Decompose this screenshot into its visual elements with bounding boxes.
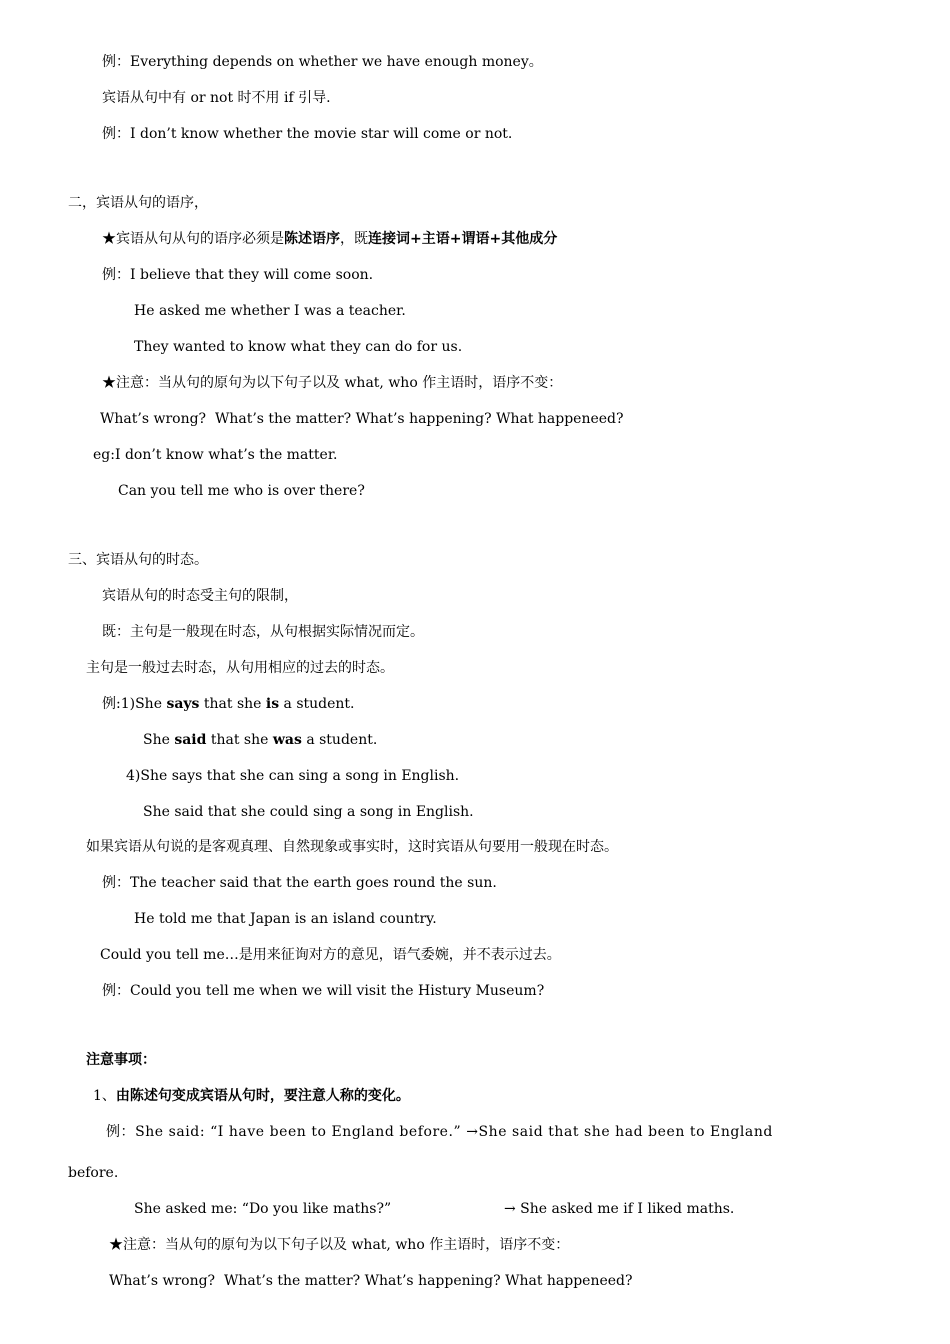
ex-part: a student. <box>301 732 378 748</box>
example-can-sing: 4)She says that she can sing a song in English. <box>126 768 460 784</box>
example-museum: 例：Could you tell me when we will visit the Histury Museum? <box>102 983 545 999</box>
example-been-to-england-cont: before. <box>68 1165 119 1181</box>
note-word-order: ★注意：当从句的原句为以下句子以及 what, who 作主语时，语序不变： <box>102 375 563 391</box>
item-number: 1、 <box>93 1088 116 1104</box>
example-says-is <box>102 694 355 714</box>
rule-or-not: 宾语从句中有 or not 时不用 if 引导. <box>102 90 331 106</box>
ex-bold-was: was <box>272 732 302 748</box>
notes-word-order-note: ★注意：当从句的原句为以下句子以及 what, who 作主语时，语序不变： <box>109 1237 570 1253</box>
tense-rule-1: 宾语从句的时态受主句的限制， <box>102 588 298 604</box>
ex-part: that she <box>206 732 273 748</box>
example-whether-money: 例：Everything depends on whether we have enough money。 <box>102 54 543 70</box>
example-japan-island: He told me that Japan is an island country. <box>134 911 437 927</box>
word-order-rule <box>102 229 557 249</box>
ex-bold-is: is <box>265 696 280 712</box>
truth-rule: 如果宾语从句说的是客观真理、自然现象或事实时，这时宾语从句要用一般现在时态。 <box>86 839 618 855</box>
rule-mid: ，既 <box>340 231 368 247</box>
example-whether-movie-star: 例：I don’t know whether the movie star will come or not. <box>102 126 513 142</box>
tense-rule-2: 既：主句是一般现在时态，从句根据实际情况而定。 <box>102 624 424 640</box>
example-asked-whether: He asked me whether I was a teacher. <box>134 303 406 319</box>
question-list: What’s wrong? What’s the matter? What’s happening? What happeneed? <box>100 411 624 427</box>
ex-part: 例:1)She <box>102 696 167 712</box>
rule-bold-statement-order: 陈述语序 <box>284 231 340 247</box>
ex-part: that she <box>199 696 266 712</box>
example-earth-round-sun: 例：The teacher said that the earth goes round the sun. <box>102 875 497 891</box>
notes-heading: 注意事项： <box>86 1052 156 1068</box>
could-you-tell-me-rule: Could you tell me…是用来征询对方的意见，语气委婉，并不表示过去。 <box>100 947 561 963</box>
notes-item-1 <box>93 1086 410 1106</box>
example-been-to-england: 例：She said: “I have been to England before.” →She said that she had been to England <box>106 1124 773 1140</box>
example-wanted-to-know: They wanted to know what they can do for us. <box>134 339 463 355</box>
ex-bold-said: said <box>174 732 207 748</box>
example-asked-maths-quote: She asked me: “Do you like maths?” <box>134 1201 392 1217</box>
ex-part: a student. <box>279 696 355 712</box>
rule-bold-structure: 连接词+主语+谓语+其他成分 <box>368 231 558 247</box>
ex-bold-says: says <box>166 696 200 712</box>
eg-who-is-over-there: Can you tell me who is over there? <box>118 483 365 499</box>
section-heading-word-order: 二，宾语从句的语序， <box>68 195 208 211</box>
example-said-was <box>143 730 377 750</box>
item-text: 由陈述句变成宾语从句时，要注意人称的变化。 <box>115 1088 410 1104</box>
tense-rule-3: 主句是一般过去时态，从句用相应的过去的时态。 <box>86 660 394 676</box>
rule-prefix: ★宾语从句从句的语序必须是 <box>102 231 284 247</box>
example-asked-maths-reported: → She asked me if I liked maths. <box>504 1201 735 1217</box>
example-could-sing: She said that she could sing a song in English. <box>143 804 474 820</box>
example-believe: 例：I believe that they will come soon. <box>102 267 374 283</box>
eg-dont-know: eg:I don’t know what’s the matter. <box>93 447 338 463</box>
ex-part: She <box>143 732 175 748</box>
notes-question-list: What’s wrong? What’s the matter? What’s happening? What happeneed? <box>109 1273 633 1289</box>
section-heading-tense: 三、宾语从句的时态。 <box>68 552 208 568</box>
